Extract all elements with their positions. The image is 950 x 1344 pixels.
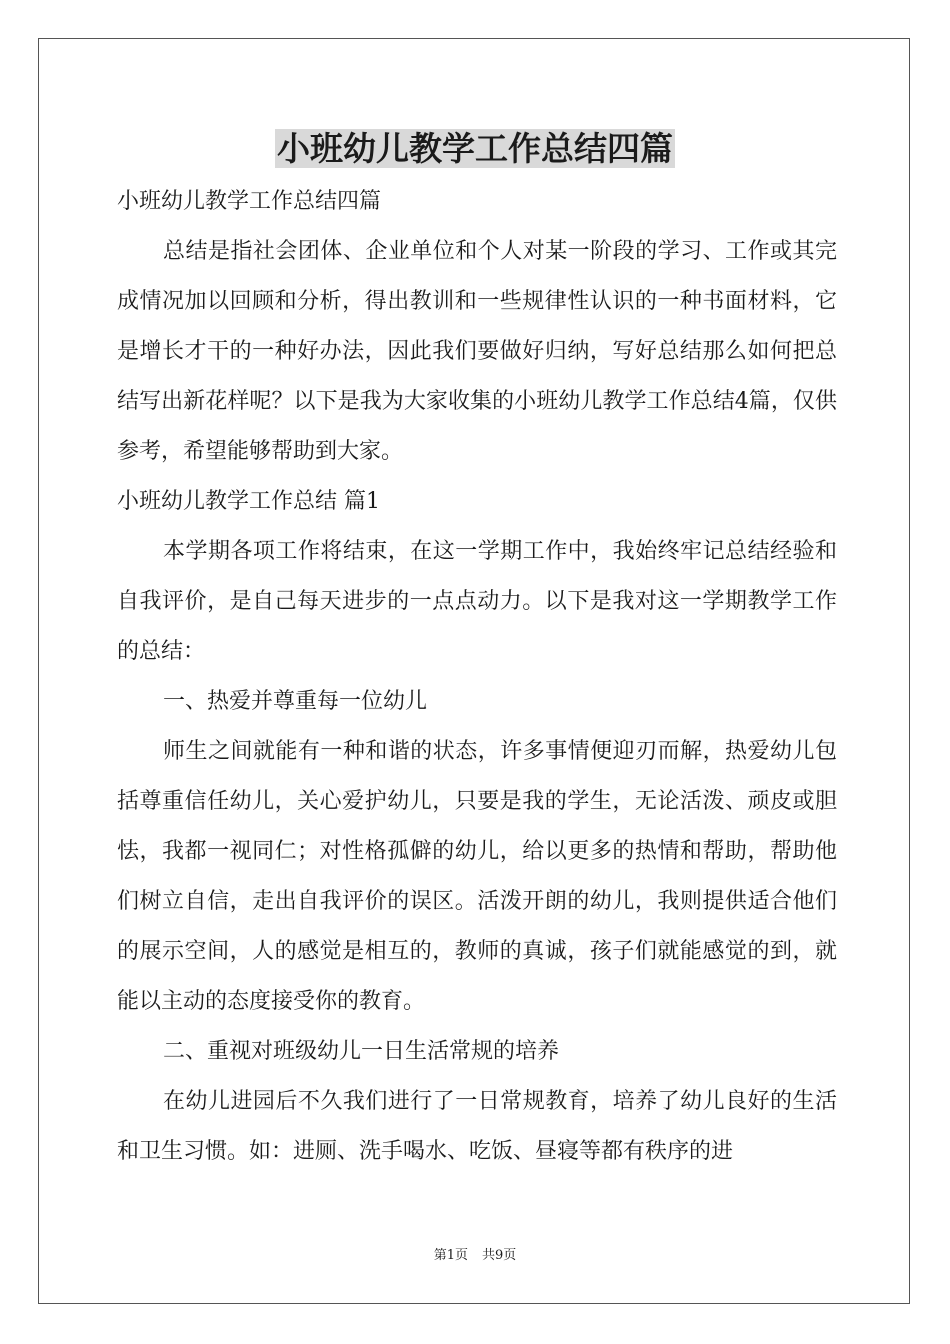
paragraph-subheading-2: 在幼儿进园后不久我们进行了一日常规教育，培养了幼儿良好的生活和卫生习惯。如：进厕、洗手喝水、吃饭、昼寝等都有秩序的进 <box>117 1089 837 1164</box>
section-heading-1: 小班幼儿教学工作总结 篇1 <box>117 489 380 514</box>
paragraph-subtitle: 小班幼儿教学工作总结四篇 <box>117 189 382 214</box>
document-body <box>117 177 837 1177</box>
page-number-current: 第1页 <box>433 1248 468 1263</box>
page-footer <box>0 1246 950 1266</box>
paragraph-intro: 总结是指社会团体、企业单位和个人对某一阶段的学习、工作或其完成情况加以回顾和分析，得出教训和一些规律性认识的一种书面材料，它是增长才干的一种好办法，因此我们要做好归纳，写好总结那么如何把总结写出新花样呢？以下是我为大家收集的小班幼儿教学工作总结4篇，仅供参考，希望能够帮助到大家。 <box>117 239 837 464</box>
subheading-2: 二、重视对班级幼儿一日生活常规的培养 <box>163 1039 560 1064</box>
paragraph-subheading-1: 师生之间就能有一种和谐的状态，许多事情便迎刃而解，热爱幼儿包括尊重信任幼儿，关心爱护幼儿，只要是我的学生，无论活泼、顽皮或胆怯，我都一视同仁；对性格孤僻的幼儿，给以更多的热情和帮助，帮助他们树立自信，走出自我评价的误区。活泼开朗的幼儿，我则提供适合他们的展示空间，人的感觉是相互的，教师的真诚，孩子们就能感觉的到，就能以主动的态度接受你的教育。 <box>117 739 837 1014</box>
subheading-1: 一、热爱并尊重每一位幼儿 <box>163 689 428 714</box>
page-number-total: 共9页 <box>482 1248 517 1263</box>
paragraph-section-1-intro: 本学期各项工作将结束，在这一学期工作中，我始终牢记总结经验和自我评价，是自己每天进步的一点点动力。以下是我对这一学期教学工作的总结： <box>117 539 837 664</box>
document-title-text: 小班幼儿教学工作总结四篇 <box>277 129 673 168</box>
document-title <box>0 124 950 174</box>
